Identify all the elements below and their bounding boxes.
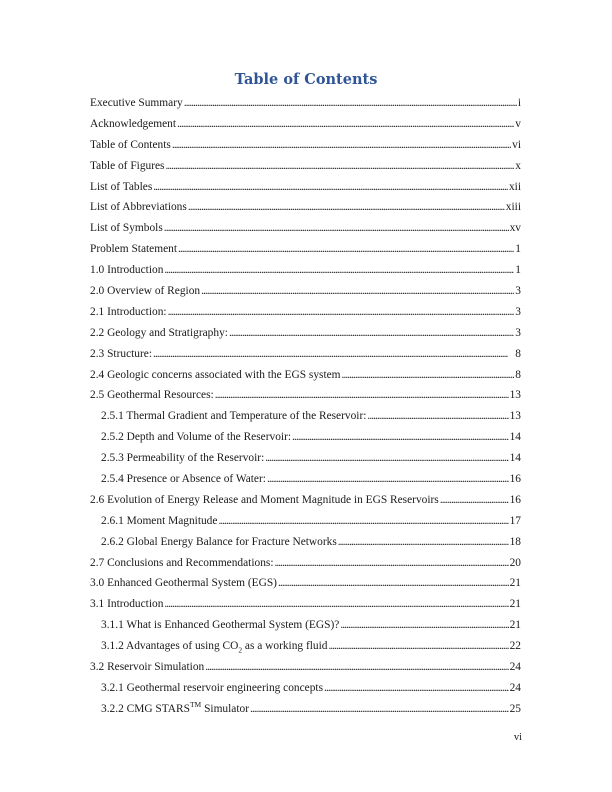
toc-label-text: 3.1.2 Advantages of using CO	[101, 640, 239, 653]
toc-leader-dots	[153, 181, 508, 193]
toc-leader-dots	[205, 661, 508, 673]
toc-entry-label	[101, 700, 249, 715]
toc-entry-page: v	[515, 117, 521, 130]
toc-entry-label: 2.3 Structure:	[90, 347, 153, 360]
toc-leader-dots	[178, 243, 514, 255]
toc-subentry[interactable]	[90, 452, 521, 473]
page-title: Table of Contents	[234, 71, 378, 88]
toc-entry-label: 2.4 Geologic concerns associated with the EGS system	[90, 368, 341, 381]
toc-entry-label: 2.5 Geothermal Resources:	[90, 389, 214, 402]
toc-entry-page: xv	[509, 222, 521, 235]
subscript-text: 2	[238, 645, 243, 655]
toc-entry-page: x	[515, 159, 521, 172]
toc-entry-label: 2.5.4 Presence or Absence of Water:	[101, 473, 266, 486]
toc-entry-label: 2.7 Conclusions and Recommendations:	[90, 556, 274, 569]
toc-subentry[interactable]	[90, 682, 521, 703]
toc-entry-page: 17	[509, 514, 521, 527]
toc-leader-dots	[275, 557, 509, 569]
toc-entry[interactable]	[90, 369, 521, 390]
toc-entry-label: Acknowledgement	[90, 117, 177, 130]
toc-entry-page: xii	[508, 180, 521, 193]
toc-entry-page: xiii	[505, 201, 521, 214]
toc-leader-dots	[292, 431, 509, 443]
toc-entry[interactable]	[90, 118, 521, 139]
toc-entry-page: 13	[509, 410, 521, 423]
toc-entry[interactable]	[90, 389, 521, 410]
toc-subentry[interactable]	[90, 515, 521, 536]
toc-leader-dots	[188, 201, 505, 213]
toc-entry-label: 2.2 Geology and Stratigraphy:	[90, 326, 228, 339]
toc-entry[interactable]	[90, 306, 521, 327]
toc-leader-dots	[164, 598, 508, 610]
toc-label-text: 3.2.2 CMG STARS	[101, 702, 190, 715]
toc-leader-dots	[340, 619, 508, 631]
toc-entry-label: 2.5.1 Thermal Gradient and Temperature of the Reservoir:	[101, 410, 367, 423]
toc-leader-dots	[172, 139, 511, 151]
toc-entry-page: 13	[509, 389, 521, 402]
toc-entry-label: 2.5.2 Depth and Volume of the Reservoir:	[101, 431, 292, 444]
toc-leader-dots	[215, 389, 509, 401]
toc-leader-dots	[201, 285, 514, 297]
toc-entry-page: 14	[509, 452, 521, 465]
toc-leader-dots	[440, 494, 509, 506]
toc-entry-label: 2.6.1 Moment Magnitude	[101, 514, 218, 527]
toc-entry-label: List of Tables	[90, 180, 153, 193]
toc-entry[interactable]	[90, 557, 521, 578]
toc-entry-page: 14	[509, 431, 521, 444]
toc-entry-label: List of Symbols	[90, 222, 163, 235]
toc-entry[interactable]	[90, 139, 521, 160]
page-number: vi	[513, 732, 522, 743]
toc-entry[interactable]	[90, 264, 521, 285]
toc-leader-dots	[177, 118, 514, 130]
toc-entry[interactable]	[90, 160, 521, 181]
toc-leader-dots	[278, 577, 509, 589]
toc-leader-dots	[184, 97, 517, 109]
toc-entry-page: 8	[515, 368, 521, 381]
toc-entry-label: 2.6.2 Global Energy Balance for Fracture Networks	[101, 535, 337, 548]
toc-entry[interactable]	[90, 243, 521, 264]
toc-entry[interactable]	[90, 661, 521, 682]
toc-subentry[interactable]	[90, 410, 521, 431]
toc-entry-page: 24	[509, 661, 521, 674]
toc-entry-label: 3.2.1 Geothermal reservoir engineering concepts	[101, 681, 324, 694]
toc-entry-page: 18	[509, 535, 521, 548]
toc-leader-dots	[229, 327, 514, 339]
toc-leader-dots	[265, 452, 508, 464]
toc-leader-dots	[164, 264, 514, 276]
toc-entry-label: Executive Summary	[90, 97, 183, 109]
toc-label-text: Simulator	[201, 702, 249, 715]
toc-entry[interactable]	[90, 327, 521, 348]
toc-entry[interactable]	[90, 577, 521, 598]
toc-entry-label: 2.1 Introduction:	[90, 305, 167, 318]
toc-entry-page: 16	[509, 473, 521, 486]
toc-entry-page: 16	[509, 493, 521, 506]
toc-leader-dots	[168, 306, 515, 318]
toc-entry-page: 1	[515, 243, 521, 256]
toc-entry-page: 25	[509, 702, 521, 715]
toc-entry-page: 22	[509, 640, 521, 653]
toc-leader-dots	[164, 222, 509, 234]
toc-entry-page: i	[517, 97, 521, 109]
toc-entry-label: 3.1.1 What is Enhanced Geothermal System (EGS)?	[101, 619, 340, 632]
toc-leader-dots	[342, 369, 515, 381]
toc-entry[interactable]	[90, 285, 521, 306]
toc-leader-dots	[218, 515, 508, 527]
toc-subentry[interactable]	[90, 473, 521, 494]
toc-entry-label	[101, 640, 328, 655]
toc-entry[interactable]	[90, 598, 521, 619]
toc-entry-label: List of Abbreviations	[90, 201, 187, 214]
toc-entry-page: 24	[509, 681, 521, 694]
toc-entry-page: 3	[515, 305, 521, 318]
toc-leader-dots	[250, 703, 509, 715]
toc-subentry[interactable]	[90, 619, 521, 640]
toc-entry[interactable]	[90, 97, 521, 118]
toc-entry-label: 2.6 Evolution of Energy Release and Moment Magnitude in EGS Reservoirs	[90, 493, 439, 506]
toc-entry-label: 3.2 Reservoir Simulation	[90, 661, 205, 674]
toc-leader-dots	[367, 410, 508, 422]
toc-entry-label: 2.0 Overview of Region	[90, 285, 201, 298]
toc-entry-label: 2.5.3 Permeability of the Reservoir:	[101, 452, 265, 465]
toc-leader-dots	[166, 160, 515, 172]
toc-entry-page: 21	[509, 577, 521, 590]
toc-leader-dots	[324, 682, 509, 694]
toc-entry-page: 21	[509, 598, 521, 611]
toc-entry-label: 1.0 Introduction	[90, 264, 164, 277]
toc-subentry[interactable]	[90, 700, 521, 724]
toc-entry-label: 3.0 Enhanced Geothermal System (EGS)	[90, 577, 277, 590]
toc-entry-page: 1	[515, 264, 521, 277]
toc-entry-page: 3	[515, 326, 521, 339]
toc-entry[interactable]	[90, 222, 521, 243]
toc-entry-page: 20	[509, 556, 521, 569]
superscript-text: TM	[189, 700, 202, 710]
toc-entry-label: Problem Statement	[90, 243, 177, 256]
toc-leader-dots	[338, 536, 509, 548]
toc-subentry[interactable]	[90, 640, 521, 661]
toc-entry[interactable]	[90, 494, 521, 515]
toc-entry-page: 3	[515, 285, 521, 298]
toc-leader-dots	[267, 473, 509, 485]
toc-entry[interactable]	[90, 348, 521, 369]
toc-entry[interactable]	[90, 181, 521, 202]
toc-entry-label: Table of Figures	[90, 159, 165, 172]
toc-entry-label: 3.1 Introduction	[90, 598, 164, 611]
toc-leader-dots	[328, 640, 508, 652]
toc-subentry[interactable]	[90, 431, 521, 452]
toc-entry-label: Table of Contents	[90, 138, 171, 151]
toc-entry-page: 21	[509, 619, 521, 632]
toc-leader-dots	[153, 348, 514, 360]
toc-subentry[interactable]	[90, 536, 521, 557]
toc-entry[interactable]	[90, 201, 521, 222]
toc-entry-page: 8	[515, 347, 521, 360]
toc-label-text: as a working fluid	[242, 640, 328, 653]
table-of-contents	[90, 97, 521, 724]
toc-entry-page: vi	[512, 138, 521, 151]
